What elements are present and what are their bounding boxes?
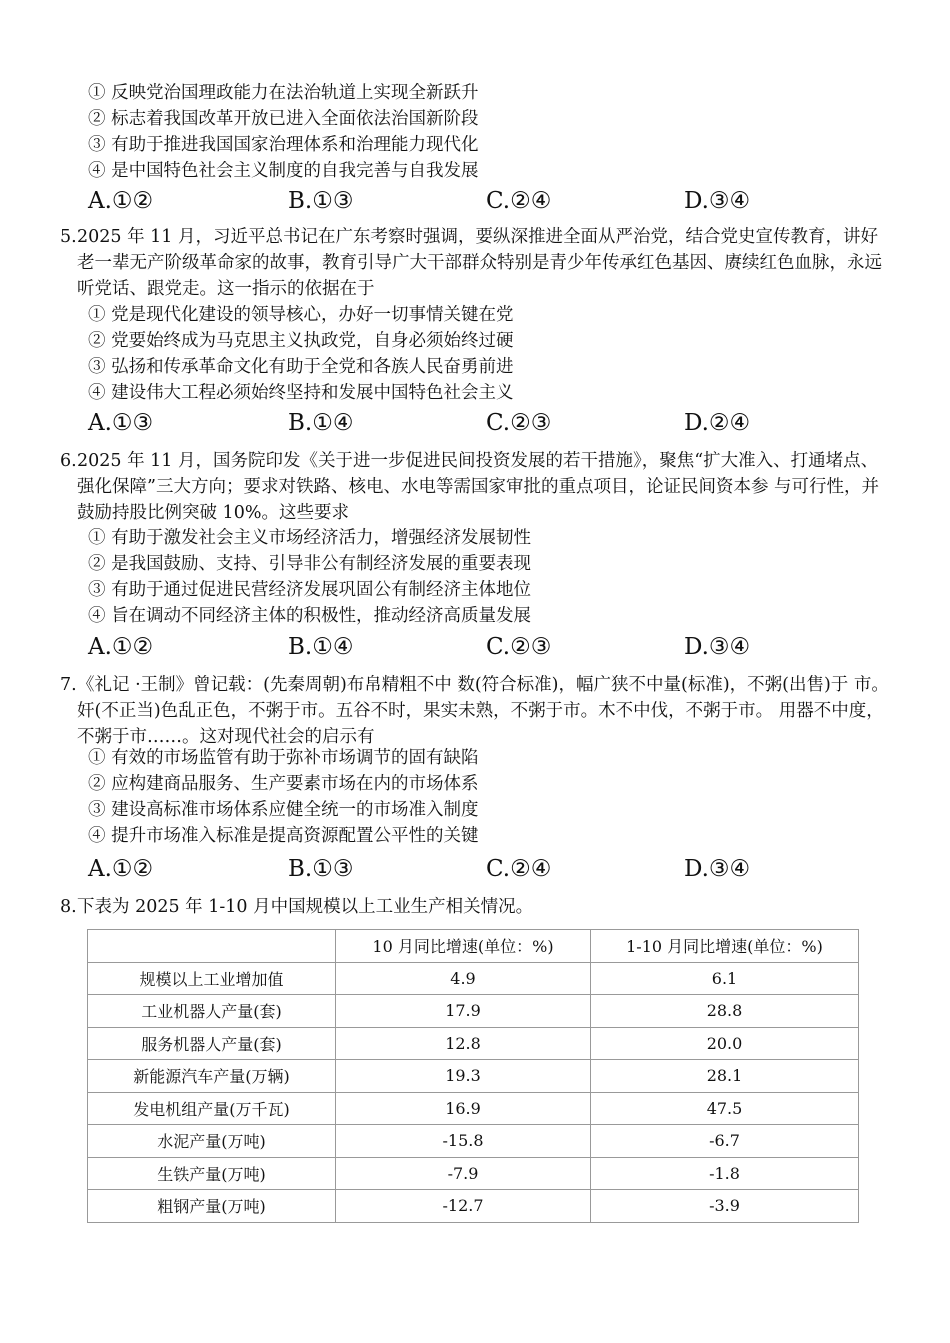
q6-choice-a[interactable]: A.①②	[88, 634, 154, 660]
q7-number: 7.	[60, 675, 77, 695]
q5-text: 2025 年 11 月，习近平总书记在广东考察时强调，要纵深推进全面从严治党，结合党史宣传教育，讲好老一辈无产阶级革命家的故事，教育引导广大干部群众特别是青少年传承红色基因、赓续红色血脉，永远听党话、跟党走。这一指示的依据在于	[77, 227, 882, 299]
october-value: 16.9	[336, 1092, 591, 1125]
q5-choice-c[interactable]: C.②③	[486, 410, 552, 436]
q6-text: 2025 年 11 月，国务院印发《关于进一步促进民间投资发展的若干措施》，聚焦“扩大准入、打通堵点、强化保障”三大方向；要求对铁路、核电、水电等需国家审批的重点项目，论证民间资本参 与可行性，并鼓励持股比例突破 10%。这些要求	[77, 451, 880, 523]
october-value: 12.8	[336, 1027, 591, 1060]
ytd-value: 47.5	[591, 1092, 859, 1125]
row-label: 规模以上工业增加值	[88, 962, 336, 995]
q6-choices	[88, 634, 848, 664]
q7-option-2: ② 应构建商品服务、生产要素市场在内的市场体系	[88, 774, 479, 794]
table-row	[88, 1125, 859, 1158]
q5-stem	[60, 224, 890, 302]
q6-choice-b[interactable]: B.①④	[288, 634, 354, 660]
q4-choice-b[interactable]: B.①③	[288, 188, 354, 214]
q7-option-4: ④ 提升市场准入标准是提高资源配置公平性的关键	[88, 826, 479, 846]
q7-choice-b[interactable]: B.①③	[288, 856, 354, 882]
row-label: 生铁产量(万吨)	[88, 1157, 336, 1190]
q5-number: 5.	[60, 227, 77, 247]
ytd-value: -3.9	[591, 1190, 859, 1223]
q5-choices	[88, 410, 848, 440]
q7-option-3: ③ 建设高标准市场体系应健全统一的市场准入制度	[88, 800, 479, 820]
table-row	[88, 995, 859, 1028]
q8-number: 8.	[60, 897, 77, 917]
q6-number: 6.	[60, 451, 77, 471]
industry-table	[87, 929, 859, 1223]
table-row	[88, 1190, 859, 1223]
q6-option-4: ④ 旨在调动不同经济主体的积极性，推动经济高质量发展	[88, 606, 532, 626]
october-value: 4.9	[336, 962, 591, 995]
q6-option-2: ② 是我国鼓励、支持、引导非公有制经济发展的重要表现	[88, 554, 532, 574]
q4-option-3: ③ 有助于推进我国国家治理体系和治理能力现代化	[88, 135, 479, 155]
q6-choice-c[interactable]: C.②③	[486, 634, 552, 660]
table-header-cell: 10 月同比增速(单位：%)	[336, 930, 591, 963]
q8-stem	[60, 894, 890, 920]
table-row	[88, 1157, 859, 1190]
q7-stem	[60, 672, 890, 750]
table-row	[88, 1060, 859, 1093]
october-value: -15.8	[336, 1125, 591, 1158]
october-value: 17.9	[336, 995, 591, 1028]
table-header-cell: 1-10 月同比增速(单位：%)	[591, 930, 859, 963]
ytd-value: -1.8	[591, 1157, 859, 1190]
ytd-value: 20.0	[591, 1027, 859, 1060]
october-value: -12.7	[336, 1190, 591, 1223]
row-label: 发电机组产量(万千瓦)	[88, 1092, 336, 1125]
q6-choice-d[interactable]: D.③④	[684, 634, 751, 660]
q6-stem	[60, 448, 890, 526]
q4-option-1: ① 反映党治国理政能力在法治轨道上实现全新跃升	[88, 83, 479, 103]
q7-choice-d[interactable]: D.③④	[684, 856, 751, 882]
october-value: 19.3	[336, 1060, 591, 1093]
q4-option-4: ④ 是中国特色社会主义制度的自我完善与自我发展	[88, 161, 479, 181]
table-header-cell	[88, 930, 336, 963]
q4-option-2: ② 标志着我国改革开放已进入全面依法治国新阶段	[88, 109, 479, 129]
q5-option-1: ① 党是现代化建设的领导核心，办好一切事情关键在党	[88, 305, 514, 325]
q6-option-3: ③ 有助于通过促进民营经济发展巩固公有制经济主体地位	[88, 580, 532, 600]
q5-choice-a[interactable]: A.①③	[88, 410, 154, 436]
q4-choice-c[interactable]: C.②④	[486, 188, 552, 214]
row-label: 新能源汽车产量(万辆)	[88, 1060, 336, 1093]
row-label: 粗钢产量(万吨)	[88, 1190, 336, 1223]
ytd-value: 28.8	[591, 995, 859, 1028]
q7-choice-c[interactable]: C.②④	[486, 856, 552, 882]
row-label: 工业机器人产量(套)	[88, 995, 336, 1028]
q5-option-2: ② 党要始终成为马克思主义执政党，自身必须始终过硬	[88, 331, 514, 351]
q8-text: 下表为 2025 年 1-10 月中国规模以上工业生产相关情况。	[77, 897, 534, 917]
q7-choices	[88, 856, 848, 886]
q4-choices	[88, 188, 848, 218]
q7-option-1: ① 有效的市场监管有助于弥补市场调节的固有缺陷	[88, 748, 479, 768]
october-value: -7.9	[336, 1157, 591, 1190]
table-row	[88, 1092, 859, 1125]
q5-choice-d[interactable]: D.②④	[684, 410, 751, 436]
row-label: 水泥产量(万吨)	[88, 1125, 336, 1158]
row-label: 服务机器人产量(套)	[88, 1027, 336, 1060]
q4-choice-d[interactable]: D.③④	[684, 188, 751, 214]
q7-choice-a[interactable]: A.①②	[88, 856, 154, 882]
ytd-value: 6.1	[591, 962, 859, 995]
ytd-value: 28.1	[591, 1060, 859, 1093]
ytd-value: -6.7	[591, 1125, 859, 1158]
table-header-row	[88, 930, 859, 963]
q5-option-3: ③ 弘扬和传承革命文化有助于全党和各族人民奋勇前进	[88, 357, 514, 377]
table-row	[88, 962, 859, 995]
q6-option-1: ① 有助于激发社会主义市场经济活力，增强经济发展韧性	[88, 528, 532, 548]
q5-option-4: ④ 建设伟大工程必须始终坚持和发展中国特色社会主义	[88, 383, 514, 403]
q5-choice-b[interactable]: B.①④	[288, 410, 354, 436]
q7-text: 《礼记 ·王制》曾记载：(先秦周朝)布帛精粗不中 数(符合标准)，幅广狭不中量(标准)，不粥(出售)于 市。奸(不正当)色乱正色，不粥于市。五谷不时，果实未熟，不粥于市。木不中伐，不粥于市。 用器不中度，不粥于市……。这对现代社会的启示有	[77, 675, 889, 747]
table-row	[88, 1027, 859, 1060]
q4-choice-a[interactable]: A.①②	[88, 188, 154, 214]
